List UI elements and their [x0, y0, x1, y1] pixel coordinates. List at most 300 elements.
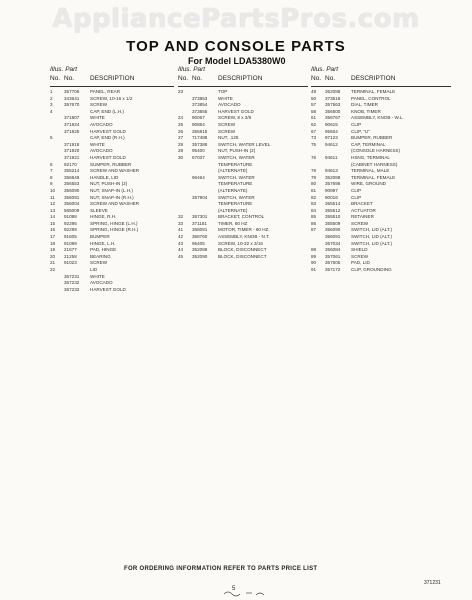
- part-description: NUT, SNAP-IN (L.H.): [90, 187, 133, 193]
- part-row: [50, 227, 174, 234]
- parts-column-2: [178, 66, 308, 260]
- illus-number: 21: [50, 260, 56, 266]
- part-description: SCREW: [218, 121, 236, 127]
- illus-number: 78: [311, 168, 317, 174]
- part-row: [178, 221, 308, 228]
- illus-number: 6: [50, 161, 53, 167]
- illus-number: 67: [311, 128, 317, 134]
- part-description: TEMPERATURE: [218, 181, 253, 187]
- illus-number: 20: [50, 253, 56, 259]
- part-number: 91099: [64, 240, 77, 246]
- illus-number: 22: [50, 267, 56, 273]
- part-row: [50, 129, 174, 136]
- illus-number: 9: [50, 181, 53, 187]
- part-description: PANEL, CONTROL: [351, 95, 391, 101]
- part-number: 357605: [325, 260, 341, 266]
- page-number: 5: [232, 586, 236, 592]
- part-number: 371807: [64, 115, 80, 121]
- part-description: (ALTERNATE): [218, 207, 248, 213]
- part-number: 357061: [325, 253, 341, 259]
- illus-number: 5: [50, 135, 53, 141]
- illus-number: 61: [311, 115, 317, 121]
- illus-number: 2: [50, 95, 53, 101]
- part-number: 356767: [325, 115, 341, 121]
- part-description: AVOCADO: [90, 280, 113, 286]
- part-number: 371924: [64, 121, 80, 127]
- part-number: 371920: [64, 148, 80, 154]
- part-row: [311, 254, 451, 261]
- part-number: 92170: [64, 161, 77, 167]
- part-description: CLIP: [351, 187, 362, 193]
- illus-number: 81: [311, 187, 317, 193]
- part-row: [178, 162, 308, 169]
- part-description: WHITE: [90, 273, 105, 279]
- part-row: [50, 109, 174, 116]
- part-row: [178, 254, 308, 261]
- illus-number: 8: [50, 174, 53, 180]
- reference-code: 371231: [424, 580, 441, 586]
- watermark: AppliancePartsPros.com: [52, 4, 420, 34]
- part-description: (ALTERNATE): [218, 168, 248, 174]
- part-number: 356500: [325, 108, 341, 114]
- part-number: 95400: [192, 148, 205, 154]
- part-number: 90997: [325, 187, 338, 193]
- part-row: [50, 234, 174, 241]
- part-description: MOTOR, TIMER - 60 HZ.: [218, 227, 270, 233]
- part-description: BRACKET: [351, 201, 373, 207]
- part-description: SWITCH, WATER: [218, 194, 255, 200]
- header-illus-part: Illus. Part: [50, 66, 78, 73]
- part-number: 355512: [325, 207, 341, 213]
- header-illus-part: Illus. Part: [311, 66, 339, 73]
- part-row: [311, 109, 451, 116]
- part-row: [311, 227, 451, 234]
- part-description: HINGE, L.H.: [90, 240, 116, 246]
- part-number: 356090: [325, 227, 341, 233]
- part-description: AVOCADO: [90, 148, 113, 154]
- part-description: SCREW AND WASHER: [90, 201, 140, 207]
- part-number: 352088: [325, 174, 341, 180]
- part-description: TIMER, 60 HZ: [218, 220, 248, 226]
- part-description: HARVEST GOLD: [90, 154, 126, 160]
- part-description: ASSEMBLY, KNOB - W.L.: [351, 115, 404, 121]
- illus-number: 33: [178, 220, 184, 226]
- part-number: 92299: [64, 227, 77, 233]
- illus-number: 25: [178, 121, 184, 127]
- part-row: [50, 267, 174, 274]
- part-description: TERMINAL, FEMALE: [351, 89, 396, 94]
- part-number: 357301: [192, 214, 208, 220]
- part-row: [311, 260, 451, 267]
- part-row: [178, 135, 308, 142]
- header-description: DESCRIPTION: [218, 75, 263, 82]
- part-number: 355509: [325, 220, 341, 226]
- part-number: 343641: [64, 95, 80, 101]
- illus-number: 90: [311, 260, 317, 266]
- header-no: No.: [311, 75, 322, 82]
- parts-column-1: [50, 66, 174, 293]
- part-row: [178, 102, 308, 109]
- part-row: [311, 267, 451, 274]
- part-row: [311, 175, 451, 182]
- illus-number: 24: [178, 115, 184, 121]
- part-number: 357670: [64, 102, 80, 108]
- part-row: [178, 201, 308, 208]
- part-row: [311, 89, 451, 96]
- part-description: ACTUATOR: [351, 207, 376, 213]
- handwritten-scribble: [222, 589, 272, 597]
- part-description: SWITCH, LID (ALT.): [351, 227, 393, 233]
- part-number: 352089: [192, 247, 208, 253]
- part-number: 21258: [64, 253, 77, 259]
- part-description: SCREW, 8 x 3/8: [218, 115, 252, 121]
- part-description: BLOCK, DISCONNECT: [218, 253, 267, 259]
- part-row: [178, 195, 308, 202]
- part-row: [311, 122, 451, 129]
- part-description: KNOB, TIMER: [351, 108, 381, 114]
- part-row: [178, 115, 308, 122]
- part-description: SCREW AND WASHER: [90, 168, 140, 174]
- part-row: [178, 241, 308, 248]
- part-row: [50, 155, 174, 162]
- illus-number: 16: [50, 227, 56, 233]
- part-row: [50, 122, 174, 129]
- part-number: 352088: [325, 89, 341, 94]
- part-row: [178, 175, 308, 182]
- part-description: SWITCH, LID (ALT.): [351, 240, 393, 246]
- part-description: BUMPER: [90, 234, 110, 240]
- part-row: [50, 260, 174, 267]
- part-row: [50, 208, 174, 215]
- part-description: CAP, END (L.H.): [90, 108, 124, 114]
- illus-number: 62: [311, 121, 317, 127]
- part-description: SLEEVE: [90, 207, 108, 213]
- illus-number: 85: [311, 214, 317, 220]
- part-number: 356084: [325, 247, 341, 253]
- part-number: 95504: [325, 128, 338, 134]
- part-number: 373518: [325, 95, 341, 101]
- part-number: 367233: [64, 286, 80, 292]
- illus-number: 43: [178, 240, 184, 246]
- header-no2: No.: [192, 75, 203, 82]
- header-rule: [178, 86, 308, 87]
- illus-number: 42: [178, 234, 184, 240]
- part-description: SCREW: [90, 260, 108, 266]
- part-description: WHITE: [218, 95, 233, 101]
- part-number: 91605: [64, 234, 77, 240]
- illus-number: 14: [50, 214, 56, 220]
- header-rule: [311, 86, 451, 87]
- part-number: 94613: [325, 168, 338, 174]
- part-description: (ALTERNATE): [218, 187, 248, 193]
- part-number: 356849: [64, 174, 80, 180]
- part-row: [311, 162, 451, 169]
- part-number: 67037: [192, 154, 205, 160]
- part-number: 355514: [325, 201, 341, 207]
- part-row: [50, 162, 174, 169]
- part-description: SUMPER, RUBBER: [90, 161, 132, 167]
- illus-number: 41: [178, 227, 184, 233]
- header-rule: [50, 86, 174, 87]
- part-row: [178, 148, 308, 155]
- part-number: 97123: [325, 135, 338, 141]
- part-description: TERMINAL, MALE: [351, 168, 390, 174]
- part-row: [178, 247, 308, 254]
- illus-number: 30: [178, 154, 184, 160]
- illus-number: 76: [311, 154, 317, 160]
- part-row: [311, 214, 451, 221]
- parts-rows: [311, 89, 451, 274]
- part-row: [178, 168, 308, 175]
- part-number: 355510: [325, 214, 341, 220]
- part-description: LID: [90, 267, 98, 273]
- illus-number: 1: [50, 89, 53, 94]
- illus-number: 44: [178, 247, 184, 253]
- illus-number: 50: [311, 95, 317, 101]
- part-description: BUMPER, RUBBER: [351, 135, 393, 141]
- part-number: 368081: [192, 227, 208, 233]
- part-row: [50, 241, 174, 248]
- part-row: [178, 188, 308, 195]
- part-number: 356091: [325, 234, 341, 240]
- part-number: 90864: [192, 121, 205, 127]
- part-number: 357034: [325, 240, 341, 246]
- illus-number: 32: [178, 214, 184, 220]
- part-description: SWITCH, LID (ALT.): [351, 234, 393, 240]
- illus-number: 84: [311, 207, 317, 213]
- illus-number: 82: [311, 194, 317, 200]
- part-row: [50, 168, 174, 175]
- part-row: [178, 89, 308, 96]
- part-row: [311, 221, 451, 228]
- illus-number: 13: [50, 207, 56, 213]
- part-description: TERMINAL, FEMALE: [351, 174, 396, 180]
- part-row: [311, 247, 451, 254]
- part-number: 94611: [325, 154, 338, 160]
- part-row: [311, 155, 451, 162]
- part-description: CLIP: [351, 194, 362, 200]
- illus-number: 58: [311, 108, 317, 114]
- part-number: 373853: [192, 95, 208, 101]
- part-row: [178, 214, 308, 221]
- part-description: HINGE, R.H.: [90, 214, 117, 220]
- part-description: BLOCK, DISCONNECT: [218, 247, 267, 253]
- parts-column-3: [311, 66, 451, 274]
- part-description: HARVEST GOLD: [218, 108, 254, 114]
- page-title: TOP AND CONSOLE PARTS: [126, 38, 346, 55]
- illus-number: 86: [311, 220, 317, 226]
- part-description: TOP: [218, 89, 228, 94]
- part-description: SCREW: [90, 102, 108, 108]
- part-row: [50, 195, 174, 202]
- part-description: NUT, PUSH-IN (2): [218, 148, 256, 154]
- part-number: 355214: [64, 168, 80, 174]
- part-row: [178, 122, 308, 129]
- illus-number: 23: [178, 89, 184, 94]
- part-description: CLIP, "U": [351, 128, 370, 134]
- part-row: [178, 155, 308, 162]
- part-row: [311, 142, 451, 149]
- part-description: CLIP, GROUNDING: [351, 267, 392, 273]
- header-no: No.: [50, 75, 61, 82]
- part-number: 373855: [192, 108, 208, 114]
- part-number: 356091: [64, 194, 80, 200]
- part-description: SWITCH, WATER: [218, 154, 255, 160]
- part-description: TEMPERATURE: [218, 161, 253, 167]
- part-row: [178, 142, 308, 149]
- part-row: [50, 135, 174, 142]
- part-number: 371921: [64, 154, 80, 160]
- illus-number: 18: [50, 240, 56, 246]
- part-row: [178, 227, 308, 234]
- part-description: BRACKET, CONTROL: [218, 214, 265, 220]
- part-row: [311, 135, 451, 142]
- part-row: [50, 280, 174, 287]
- part-description: HANDLE, LID: [90, 174, 119, 180]
- part-number: 96464: [192, 174, 205, 180]
- header-illus-part: Illus. Part: [178, 66, 206, 73]
- part-description: HARVEST GOLD: [90, 286, 126, 292]
- illus-number: 19: [50, 247, 56, 253]
- part-number: 90615: [325, 121, 338, 127]
- part-row: [50, 181, 174, 188]
- part-row: [50, 102, 174, 109]
- part-description: SCREW: [218, 128, 236, 134]
- part-description: NUT, .125: [218, 135, 239, 141]
- part-row: [311, 115, 451, 122]
- part-number: 355815: [192, 128, 208, 134]
- illus-number: 49: [311, 89, 317, 94]
- part-row: [178, 181, 308, 188]
- part-description: WHITE: [90, 115, 105, 121]
- part-number: 357172: [325, 267, 341, 273]
- part-row: [50, 201, 174, 208]
- illus-number: 3: [50, 102, 53, 108]
- part-row: [50, 142, 174, 149]
- part-number: 371925: [64, 128, 80, 134]
- illus-number: 89: [311, 253, 317, 259]
- part-description: SWITCH, WATER: [218, 174, 255, 180]
- part-number: 92295: [64, 220, 77, 226]
- part-row: [311, 102, 451, 109]
- part-description: SCREW: [351, 253, 369, 259]
- part-row: [178, 208, 308, 215]
- part-row: [50, 214, 174, 221]
- part-row: [311, 148, 451, 155]
- part-description: CLIP: [351, 121, 362, 127]
- part-row: [311, 201, 451, 208]
- part-description: DIAL, TIMER: [351, 102, 378, 108]
- part-description: CAP, END (R.H.): [90, 135, 125, 141]
- part-description: SCREW, 10-16 x 1/2: [90, 95, 133, 101]
- part-description: NUT, SNAP-IN (R.H.): [90, 194, 134, 200]
- model-subtitle: For Model LDA5380W0: [188, 56, 286, 66]
- illus-number: 7: [50, 168, 53, 174]
- part-number: 356553: [64, 181, 80, 187]
- part-description: PANEL, REAR: [90, 89, 121, 94]
- part-number: 357695: [325, 181, 341, 187]
- header-description: DESCRIPTION: [90, 75, 135, 82]
- part-number: 90016: [325, 194, 338, 200]
- parts-rows: [50, 89, 174, 293]
- illus-number: 88: [311, 247, 317, 253]
- part-number: 367232: [64, 280, 80, 286]
- part-number: 94612: [325, 141, 338, 147]
- illus-number: 45: [178, 253, 184, 259]
- part-number: 357563: [325, 102, 341, 108]
- part-description: WHITE: [90, 141, 105, 147]
- part-row: [178, 96, 308, 103]
- part-row: [50, 96, 174, 103]
- part-number: 357904: [192, 194, 208, 200]
- part-row: [50, 254, 174, 261]
- illus-number: 57: [311, 102, 317, 108]
- part-number: 373854: [192, 102, 208, 108]
- illus-number: 28: [178, 141, 184, 147]
- part-row: [311, 181, 451, 188]
- part-description: CAP, TERMINAL: [351, 141, 386, 147]
- illus-number: 27: [178, 135, 184, 141]
- part-description: WIRE, GROUND: [351, 181, 386, 187]
- part-description: (CONSOLE HARNESS): [351, 148, 401, 154]
- part-number: 357706: [64, 89, 80, 94]
- part-row: [178, 129, 308, 136]
- column-header: [50, 66, 174, 86]
- part-number: 367231: [64, 273, 80, 279]
- part-number: 356090: [64, 187, 80, 193]
- part-description: SCREW: [351, 220, 369, 226]
- part-row: [311, 234, 451, 241]
- part-description: SPRING, HINGE (R.H.): [90, 227, 139, 233]
- part-description: (CABINET HARNESS): [351, 161, 398, 167]
- part-row: [311, 96, 451, 103]
- illus-number: 80: [311, 181, 317, 187]
- part-description: SPRING, HINGE (L.H.): [90, 220, 138, 226]
- part-row: [178, 234, 308, 241]
- illus-number: 83: [311, 201, 317, 207]
- part-number: 565009: [64, 207, 80, 213]
- part-number: 90067: [192, 115, 205, 121]
- part-number: 371918: [64, 141, 80, 147]
- part-description: RETAINER: [351, 214, 374, 220]
- illus-number: 79: [311, 174, 317, 180]
- part-description: PAD, LID: [351, 260, 370, 266]
- part-row: [50, 221, 174, 228]
- part-description: SHIELD: [351, 247, 368, 253]
- part-row: [50, 247, 174, 254]
- part-row: [311, 208, 451, 215]
- illus-number: 87: [311, 227, 317, 233]
- part-description: SWITCH, WATER LEVEL: [218, 141, 271, 147]
- part-description: HSNG, TERMINAL: [351, 154, 390, 160]
- illus-number: 29: [178, 148, 184, 154]
- part-row: [311, 129, 451, 136]
- part-description: NUT, PUSH-IN (2): [90, 181, 128, 187]
- part-description: PAD, HINGE: [90, 247, 117, 253]
- part-number: 356004: [64, 201, 80, 207]
- part-description: ASSEMBLY, KNOB - N.T.: [218, 234, 270, 240]
- illus-number: 10: [50, 187, 56, 193]
- part-description: AVOCADO: [218, 102, 241, 108]
- illus-number: 11: [50, 194, 55, 200]
- part-row: [311, 188, 451, 195]
- header-description: DESCRIPTION: [351, 75, 396, 82]
- header-no: No.: [178, 75, 189, 82]
- part-row: [178, 109, 308, 116]
- part-row: [50, 274, 174, 281]
- illus-number: 4: [50, 108, 53, 114]
- parts-rows: [178, 89, 308, 260]
